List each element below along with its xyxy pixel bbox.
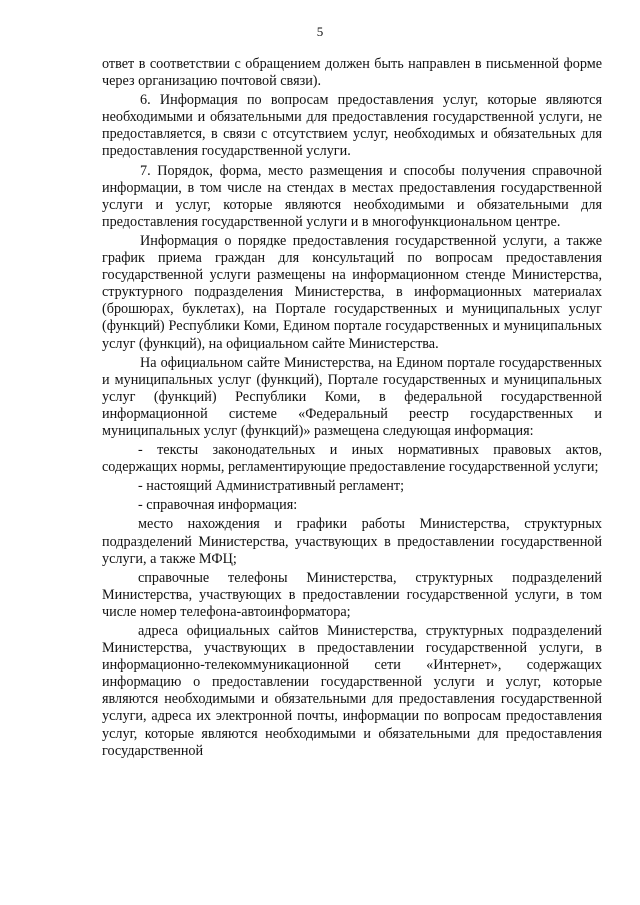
paragraph-location: место нахождения и графики работы Министерства, структурных подразделений Министерства, участвующих в предоставлении государственной услуги, а также МФЦ; <box>102 516 602 567</box>
paragraph-addresses: адреса официальных сайтов Министерства, структурных подразделений Министерства, участвующих в предоставлении государственной услуги, в информационно-телекоммуникационной сети «Интернет», содержащих информацию о предоставлении государственной услуги и услуг, которые являются необходимыми и обязательными для предоставления государственной услуги, адреса их электронной почты, информации по вопросам предоставления услуг, которые являются необходимыми и обязательными для предоставления государственной <box>102 623 602 759</box>
paragraph-item-6: 6. Информация по вопросам предоставления услуг, которые являются необходимыми и обязательными для предоставления государственной услуги, не предоставляется, в связи с отсутствием услуг, необходимых и обязательных для предоставления государственной услуги. <box>102 92 602 160</box>
paragraph-item-7: 7. Порядок, форма, место размещения и способы получения справочной информации, в том числе на стендах в местах предоставления государственной услуги и услуг, которые являются необходимыми и обязательными для предоставления государственной услуги и в многофункциональном центре. <box>102 162 602 230</box>
list-item-legal-acts: - тексты законодательных и иных нормативных правовых актов, содержащих нормы, регламентирующие предоставление государственной услуги; <box>102 442 602 476</box>
page-number: 5 <box>316 24 324 39</box>
paragraph-official-site: На официальном сайте Министерства, на Едином портале государственных и муниципальных услуг (функций), Портале государственных и муниципальных услуг (функций) Республики Коми, в федеральной государственной информационной системе «Федеральный реестр государственных и муниципальных услуг (функций)» размещена следующая информация: <box>102 354 602 439</box>
document-body <box>102 56 602 762</box>
paragraph-continuation: ответ в соответствии с обращением должен быть направлен в письменной форме через организацию почтовой связи). <box>102 56 602 90</box>
paragraph-phones: справочные телефоны Министерства, структурных подразделений Министерства, участвующих в предоставлении государственной услуги, в том числе номер телефона-автоинформатора; <box>102 569 602 620</box>
list-item-regulation: - настоящий Административный регламент; <box>138 478 405 495</box>
paragraph-info-order: Информация о порядке предоставления государственной услуги, а также график приема граждан для консультаций по вопросам предоставления государственной услуги размещены на информационном стенде Министерства, структурного подразделения Министерства, в информационных материалах (брошюрах, буклетах), на Портале государственных и муниципальных услуг (функций) Республики Коми, Едином портале государственных и муниципальных услуг (функций), на официальном сайте Министерства. <box>102 232 602 352</box>
list-item-reference-info: - справочная информация: <box>138 497 298 514</box>
